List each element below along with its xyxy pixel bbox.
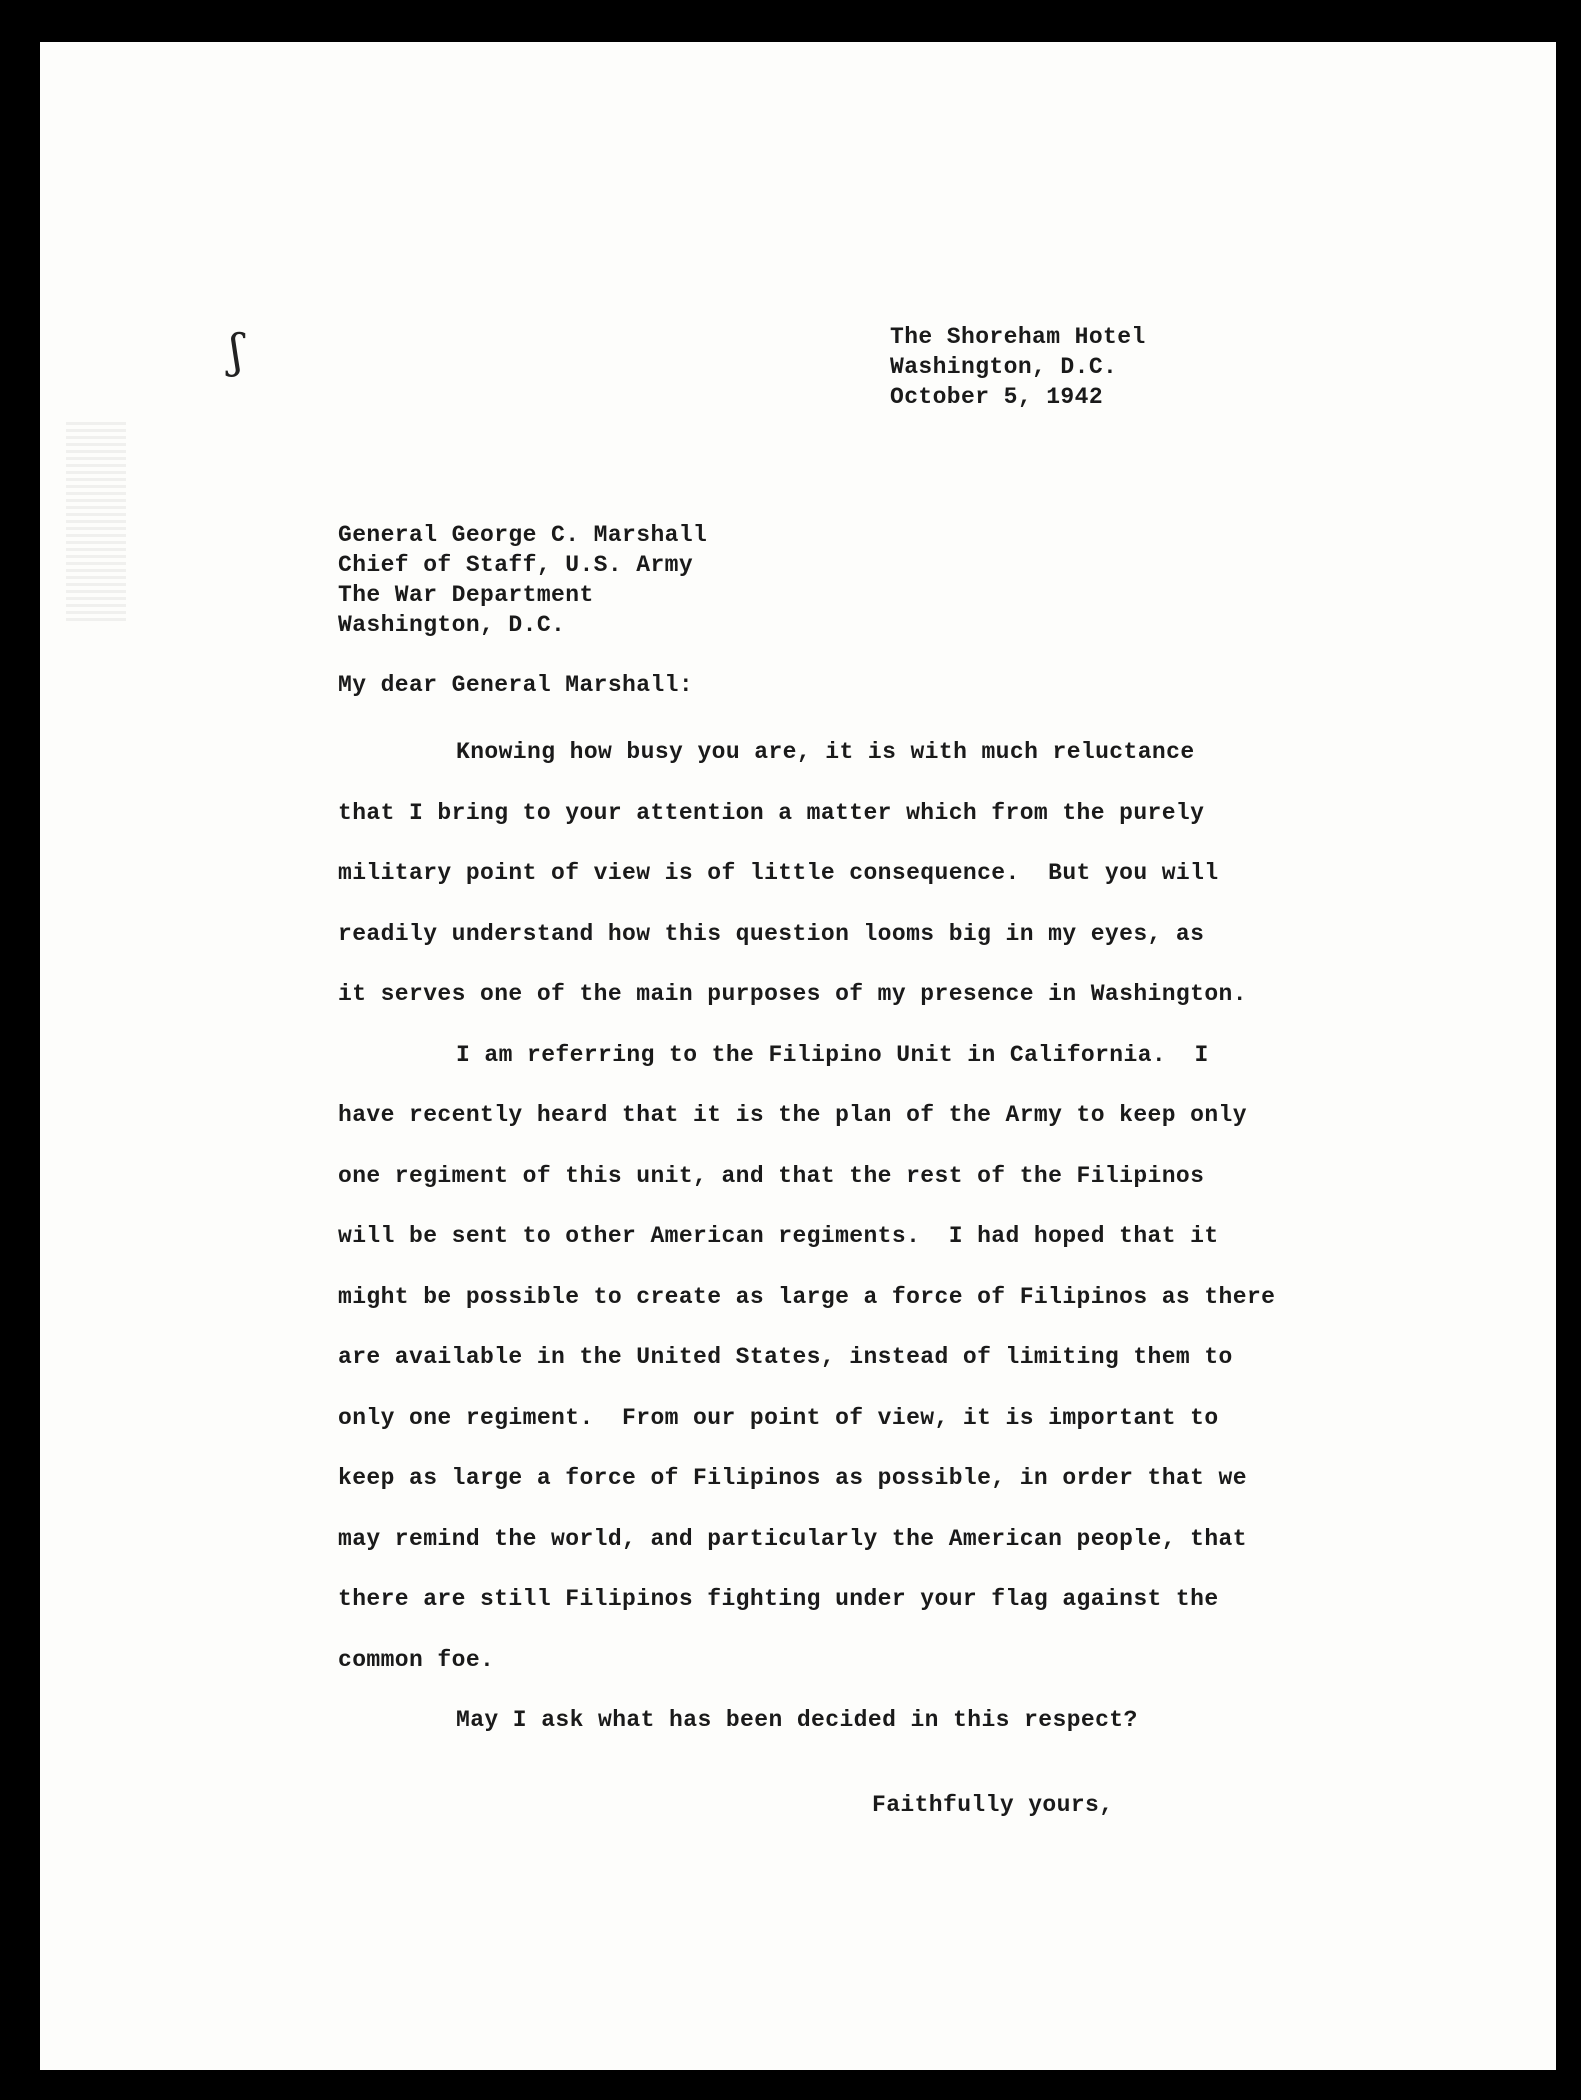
body-line: readily understand how this question looms big in my eyes, as	[338, 920, 1205, 947]
body-line: might be possible to create as large a force of Filipinos as there	[338, 1283, 1276, 1310]
recipient-department: The War Department	[338, 582, 594, 608]
letter-body	[338, 722, 1275, 1751]
body-line: it serves one of the main purposes of my presence in Washington.	[338, 981, 1247, 1007]
body-line: Knowing how busy you are, it is with much reluctance	[456, 739, 1195, 765]
body-line: I am referring to the Filipino Unit in California. I	[456, 1041, 1209, 1068]
body-line: only one regiment. From our point of view, it is important to	[338, 1404, 1219, 1431]
recipient-title: Chief of Staff, U.S. Army	[338, 552, 694, 578]
margin-pencil-mark: ʃ	[230, 324, 243, 378]
letter-heading	[890, 322, 1146, 412]
hotel-name: The Shoreham Hotel	[890, 324, 1146, 350]
letter-page	[40, 42, 1556, 2070]
body-line: military point of view is of little consequence. But you will	[338, 860, 1219, 886]
inside-address	[338, 520, 707, 640]
body-line: that I bring to your attention a matter which from the purely	[338, 799, 1205, 826]
body-line: one regiment of this unit, and that the rest of the Filipinos	[338, 1162, 1205, 1189]
letter-date: October 5, 1942	[890, 384, 1104, 410]
recipient-city: Washington, D.C.	[338, 612, 566, 638]
recipient-name: General George C. Marshall	[338, 522, 708, 548]
body-line: keep as large a force of Filipinos as possible, in order that we	[338, 1465, 1247, 1491]
body-line: there are still Filipinos fighting under your flag against the	[338, 1586, 1219, 1612]
body-line: have recently heard that it is the plan of the Army to keep only	[338, 1102, 1247, 1128]
body-line: will be sent to other American regiments. I had hoped that it	[338, 1223, 1219, 1249]
scan-speckle	[66, 422, 126, 622]
body-line: are available in the United States, instead of limiting them to	[338, 1344, 1233, 1370]
complimentary-close: Faithfully yours,	[872, 1792, 1114, 1818]
body-line: May I ask what has been decided in this respect?	[456, 1707, 1138, 1733]
body-line: common foe.	[338, 1646, 495, 1673]
heading-city: Washington, D.C.	[890, 354, 1118, 380]
body-line: may remind the world, and particularly the American people, that	[338, 1525, 1247, 1552]
salutation: My dear General Marshall:	[338, 672, 694, 698]
